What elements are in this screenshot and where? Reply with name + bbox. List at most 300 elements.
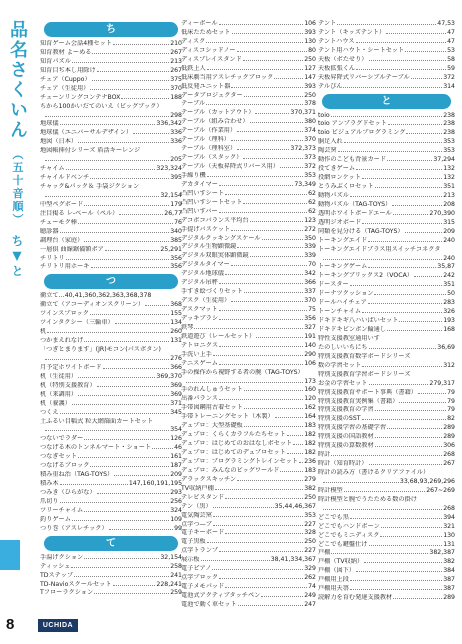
dot-leader bbox=[375, 406, 446, 411]
index-entry bbox=[181, 208, 316, 217]
index-entry bbox=[40, 337, 182, 346]
entry-name: 手の操作から視野する者の腕（TAG-TOYS） bbox=[181, 368, 304, 376]
index-entry bbox=[181, 83, 316, 92]
index-entry bbox=[318, 576, 455, 585]
entry-pages: 79 bbox=[447, 388, 455, 396]
index-entry bbox=[181, 601, 316, 610]
index-entry bbox=[181, 351, 316, 360]
entry-pages: 289 bbox=[443, 433, 455, 441]
entry-name: TD-Navioスクールセット bbox=[40, 580, 112, 588]
dot-leader bbox=[109, 525, 173, 530]
entry-pages: 187 bbox=[170, 462, 182, 470]
dot-leader bbox=[97, 489, 170, 494]
entry-pages: 353 bbox=[443, 147, 455, 155]
index-entry bbox=[181, 109, 316, 118]
dot-leader bbox=[244, 288, 303, 293]
entry-pages: 270,390 bbox=[429, 209, 455, 217]
entry-name: 展示板 bbox=[181, 556, 200, 564]
entry-name: 出番パランス bbox=[181, 395, 218, 403]
index-entry bbox=[318, 487, 455, 496]
entry-name: トーキングエイドプラス用スイッチコネクタ bbox=[318, 245, 441, 253]
index-entry bbox=[181, 404, 316, 413]
entry-pages: 162 bbox=[304, 404, 316, 412]
entry-pages: 258 bbox=[170, 562, 182, 570]
entry-pages: 366 bbox=[304, 279, 316, 287]
entry-name: テニスゲーム bbox=[181, 359, 218, 367]
entry-pages: 256 bbox=[170, 497, 182, 505]
dot-leader bbox=[60, 409, 170, 414]
entry-pages: 368 bbox=[170, 301, 182, 309]
dot-leader bbox=[387, 326, 442, 331]
entry-name: テルぴん bbox=[318, 82, 343, 90]
index-entry bbox=[181, 154, 316, 163]
dot-leader bbox=[97, 67, 170, 72]
entry-name: 注目掲る レ-ベール（ペル） bbox=[40, 209, 119, 217]
entry-pages: 26,77 bbox=[164, 209, 182, 217]
entry-name: 知育パズル bbox=[40, 57, 71, 65]
entry-pages: 353 bbox=[443, 138, 455, 146]
entry-name: 地球儀 bbox=[40, 120, 59, 128]
index-entry bbox=[181, 556, 316, 565]
entry-name: toio ビジュアルプログラミング bbox=[318, 129, 406, 137]
entry-pages: 289 bbox=[443, 424, 455, 432]
index-entry bbox=[40, 346, 182, 355]
dot-leader bbox=[244, 404, 303, 409]
dot-leader bbox=[90, 85, 169, 90]
index-entry bbox=[181, 449, 316, 458]
dot-leader bbox=[225, 270, 303, 275]
index-entry bbox=[40, 444, 182, 453]
dot-leader bbox=[323, 505, 442, 510]
entry-pages: 242 bbox=[443, 272, 455, 280]
index-entry bbox=[181, 360, 316, 369]
entry-name: チリトリ bbox=[40, 254, 65, 262]
index-entry bbox=[40, 165, 182, 174]
dot-leader bbox=[244, 422, 303, 427]
index-entry bbox=[318, 290, 455, 299]
index-entry bbox=[318, 335, 455, 344]
entry-pages: 210 bbox=[170, 40, 182, 47]
dot-leader bbox=[231, 297, 303, 302]
entry-pages: 70 bbox=[308, 261, 316, 269]
dot-leader bbox=[232, 29, 304, 34]
index-entry bbox=[318, 585, 455, 594]
entry-name: とうみぶくロセット bbox=[318, 183, 374, 190]
dot-leader bbox=[78, 391, 169, 396]
entry-pages: 370 bbox=[304, 297, 316, 305]
index-entry bbox=[40, 310, 182, 319]
entry-name: どこでも黒 bbox=[318, 513, 349, 521]
index-entry bbox=[318, 541, 455, 550]
entry-pages: 236 bbox=[304, 457, 316, 465]
index-title-range: ち▼と bbox=[10, 234, 24, 279]
dot-leader bbox=[78, 373, 155, 378]
entry-name: ツインスプロック bbox=[40, 310, 89, 318]
dot-leader bbox=[362, 415, 447, 420]
section-tab-marker bbox=[0, 540, 20, 570]
entry-pages: 339 bbox=[304, 243, 316, 251]
entry-name: 時計 bbox=[318, 451, 331, 459]
entry-pages: 336 bbox=[170, 129, 182, 137]
dot-leader bbox=[45, 355, 169, 360]
index-entry bbox=[318, 281, 455, 290]
index-entry bbox=[40, 418, 182, 427]
entry-pages: 312 bbox=[443, 361, 455, 369]
dot-leader bbox=[219, 342, 303, 347]
index-entry bbox=[40, 453, 182, 462]
index-entry bbox=[318, 263, 455, 272]
entry-pages: 182 bbox=[304, 431, 316, 439]
dot-leader bbox=[237, 127, 303, 132]
index-entry bbox=[181, 29, 316, 38]
entry-pages: 47 bbox=[447, 28, 455, 36]
entry-pages: 99 bbox=[174, 524, 182, 532]
dot-leader bbox=[105, 246, 160, 251]
dot-leader bbox=[115, 319, 169, 324]
entry-pages: 289 bbox=[443, 594, 455, 602]
dot-leader bbox=[94, 589, 169, 594]
dot-leader bbox=[369, 380, 429, 385]
entry-name: 透明ジオボード bbox=[318, 218, 362, 226]
entry-name: ドキドキビンボン輪通し bbox=[318, 326, 387, 333]
index-entry bbox=[318, 299, 455, 308]
entry-pages: 382 bbox=[304, 484, 316, 492]
dot-leader bbox=[206, 100, 303, 105]
index-entry bbox=[40, 174, 182, 183]
entry-name: テーブル（理科） bbox=[181, 136, 230, 144]
entry-name: チェア（生徒用） bbox=[40, 84, 90, 92]
entry-pages: 160 bbox=[304, 386, 316, 394]
dot-leader bbox=[244, 92, 304, 97]
entry-name: デジタル生物顕微鏡 bbox=[181, 243, 237, 251]
dot-leader bbox=[213, 351, 303, 356]
dot-leader bbox=[186, 378, 303, 383]
dot-leader bbox=[219, 547, 303, 552]
entry-name: つないでラダー bbox=[40, 435, 84, 443]
dot-leader bbox=[213, 503, 274, 508]
dot-leader bbox=[45, 156, 169, 161]
entry-name: 月予定ホワイトボード bbox=[40, 363, 102, 371]
entry-pages: 250 bbox=[304, 55, 316, 63]
entry-name: ディスプレイスタンド bbox=[181, 55, 242, 63]
index-entry bbox=[318, 549, 455, 558]
index-entry bbox=[181, 494, 316, 503]
dot-leader bbox=[237, 476, 303, 481]
entry-pages: 370 bbox=[304, 136, 316, 144]
index-entry bbox=[40, 400, 182, 409]
entry-name: テント（キッズテント） bbox=[318, 28, 386, 36]
uchida-logo: UCHIDA bbox=[38, 619, 78, 632]
index-entry bbox=[40, 94, 182, 103]
entry-pages: 120 bbox=[304, 395, 316, 403]
index-title-sub: （五十音順） bbox=[11, 148, 24, 227]
dot-leader bbox=[84, 201, 169, 206]
dot-leader bbox=[92, 49, 169, 54]
entry-pages: 385 bbox=[170, 236, 182, 244]
entry-name: テーブル（スタック） bbox=[181, 154, 243, 162]
dot-leader bbox=[323, 255, 442, 260]
entry-pages: 393 bbox=[304, 82, 316, 90]
dot-leader bbox=[406, 129, 442, 134]
index-entry bbox=[40, 156, 182, 165]
entry-name: 机（養護） bbox=[40, 399, 71, 407]
index-entry bbox=[181, 512, 316, 521]
dot-leader bbox=[119, 210, 163, 215]
entry-name: テーブル（カットアウト） bbox=[181, 109, 255, 117]
index-entry bbox=[318, 65, 455, 74]
entry-name: 手繰り機 bbox=[181, 171, 206, 179]
dot-leader bbox=[219, 574, 303, 579]
index-entry bbox=[181, 476, 316, 485]
dot-leader bbox=[350, 514, 442, 519]
entry-name: データブロジェクター bbox=[181, 91, 243, 99]
index-entry bbox=[181, 306, 316, 315]
dot-leader bbox=[84, 237, 169, 242]
entry-name: 同類を見分ける（TAG-TOYS） bbox=[318, 227, 404, 235]
index-entry bbox=[181, 56, 316, 65]
index-entry bbox=[181, 574, 316, 583]
index-entry bbox=[181, 100, 316, 109]
index-entry bbox=[318, 255, 455, 264]
dot-leader bbox=[388, 120, 442, 125]
entry-name: デコボコバランス平均台 bbox=[181, 216, 249, 224]
dot-leader bbox=[66, 255, 169, 260]
entry-name: 鉄琴 bbox=[181, 323, 194, 331]
entry-pages: 164 bbox=[304, 413, 316, 421]
index-entry bbox=[181, 422, 316, 431]
dot-leader bbox=[250, 217, 304, 222]
dot-leader bbox=[219, 306, 307, 311]
dot-leader bbox=[201, 556, 270, 561]
dot-leader bbox=[374, 290, 446, 295]
index-entry bbox=[40, 201, 182, 210]
entry-name: デュプロ：くらくカラフルたちセット bbox=[181, 431, 286, 439]
entry-name: テーブル（作業用） bbox=[181, 127, 237, 135]
dot-leader bbox=[250, 118, 304, 123]
entry-name: デジタル双眼実体顕微鏡 bbox=[181, 252, 249, 260]
entry-name: 地球儀（ユニバーサルデザイン） bbox=[40, 129, 133, 137]
index-entry bbox=[181, 342, 316, 351]
entry-pages: 382 bbox=[443, 558, 455, 566]
entry-name: テレビスタンド bbox=[181, 493, 225, 501]
index-entry bbox=[318, 112, 455, 121]
entry-name: ドースター bbox=[318, 281, 349, 289]
index-entry bbox=[181, 136, 316, 145]
dot-leader bbox=[369, 541, 443, 546]
entry-name: 戸棚（TV収納） bbox=[318, 558, 364, 566]
entry-name: 低床たためセット bbox=[181, 28, 231, 36]
entry-pages: 356 bbox=[170, 263, 182, 271]
dot-leader bbox=[237, 47, 308, 52]
dot-leader bbox=[194, 324, 303, 329]
index-entry bbox=[318, 451, 455, 460]
entry-pages: 238 bbox=[443, 129, 455, 137]
entry-pages: 351 bbox=[443, 281, 455, 289]
entry-pages: 132 bbox=[443, 165, 455, 173]
dot-leader bbox=[207, 538, 303, 543]
entry-pages: 58 bbox=[447, 55, 455, 63]
entry-name: 「つぎとまります」(JR)モコン(パスボタン) bbox=[40, 346, 161, 353]
entry-name: 手提げバスケット bbox=[181, 225, 231, 233]
entry-pages: 247 bbox=[304, 600, 316, 608]
entry-pages: 130 bbox=[443, 531, 455, 539]
entry-name: チリトリ用ホーキ bbox=[40, 263, 90, 271]
entry-pages: 279 bbox=[304, 475, 316, 483]
dot-leader bbox=[368, 299, 442, 304]
entry-pages: 32,154 bbox=[160, 191, 182, 199]
entry-name: 特別支援教育数字ボードシリーズ bbox=[318, 352, 411, 360]
dot-leader bbox=[350, 585, 442, 590]
index-entry bbox=[181, 583, 316, 592]
entry-pages: 250 bbox=[304, 493, 316, 501]
entry-pages: 283 bbox=[443, 299, 455, 307]
entry-name: 時計模型 bbox=[318, 486, 343, 494]
entry-name: どこでもミニディスク bbox=[318, 531, 380, 539]
entry-pages: 336,342 bbox=[156, 120, 182, 128]
index-entry bbox=[318, 74, 455, 83]
entry-pages: 387 bbox=[443, 576, 455, 584]
index-entry bbox=[40, 355, 182, 364]
entry-name: トーキングゲーム bbox=[318, 263, 368, 271]
index-sidebar bbox=[0, 0, 34, 610]
index-entry bbox=[181, 547, 316, 556]
dot-leader bbox=[338, 147, 443, 152]
index-entry bbox=[318, 362, 455, 371]
entry-name: デカタイマー bbox=[181, 180, 218, 188]
dot-leader bbox=[387, 156, 432, 161]
dot-leader bbox=[97, 382, 170, 387]
index-entry bbox=[181, 47, 316, 56]
index-entry bbox=[40, 147, 182, 156]
dot-leader bbox=[103, 364, 169, 369]
entry-pages: 327 bbox=[304, 323, 316, 331]
entry-pages: 35,44,46,367 bbox=[274, 502, 316, 510]
entry-pages: 378 bbox=[304, 100, 316, 108]
entry-pages: 228,241 bbox=[156, 580, 182, 588]
entry-name: 時計模型と腕でうたためる数の掛け bbox=[318, 495, 417, 503]
entry-name: 時計（知育時計） bbox=[318, 460, 368, 468]
dot-leader bbox=[356, 65, 446, 70]
entry-pages: 356 bbox=[304, 314, 316, 322]
index-entry bbox=[40, 263, 182, 272]
entry-name: 電子メモパッド bbox=[181, 583, 225, 591]
index-entry bbox=[40, 563, 182, 572]
entry-pages: 80 bbox=[308, 46, 316, 54]
dot-leader bbox=[418, 389, 446, 394]
entry-name: 手洗い上手 bbox=[181, 350, 212, 358]
index-entry bbox=[318, 47, 455, 56]
index-entry bbox=[318, 317, 455, 326]
index-entry bbox=[40, 373, 182, 382]
index-entry bbox=[318, 129, 455, 138]
index-entry bbox=[181, 181, 316, 190]
dot-leader bbox=[219, 360, 303, 365]
entry-name: デスクマット bbox=[181, 306, 218, 313]
entry-name: デュプロ：大型基礎板 bbox=[181, 422, 243, 430]
entry-pages: 372 bbox=[443, 73, 455, 81]
entry-pages: 276 bbox=[170, 354, 182, 362]
dot-leader bbox=[369, 460, 443, 465]
index-entry bbox=[181, 261, 316, 270]
entry-pages: 132 bbox=[443, 174, 455, 182]
dot-leader bbox=[414, 272, 442, 277]
entry-pages: 384 bbox=[443, 567, 455, 575]
dot-leader bbox=[72, 400, 169, 405]
index-entry bbox=[40, 382, 182, 391]
entry-name: デジタル吊秤 bbox=[181, 279, 218, 287]
entry-pages: 62 bbox=[308, 207, 316, 215]
index-entry bbox=[318, 147, 455, 156]
entry-name: テーブル（天板昇降式リバース用） bbox=[181, 163, 279, 170]
index-entry bbox=[40, 480, 182, 489]
entry-name: デュプロ：みんなのビッグワールド bbox=[181, 466, 280, 474]
entry-name: 投てきゲーム bbox=[318, 165, 356, 173]
dot-leader bbox=[343, 83, 442, 88]
dot-leader bbox=[337, 20, 436, 25]
entry-name: 電気陶芸窯 bbox=[181, 511, 212, 519]
entry-pages: 306 bbox=[443, 442, 455, 450]
dot-leader bbox=[381, 523, 442, 528]
index-entry bbox=[318, 183, 455, 192]
index-entry bbox=[181, 369, 316, 378]
index-entry bbox=[318, 120, 455, 129]
dot-leader bbox=[66, 165, 156, 170]
index-entry bbox=[181, 252, 316, 261]
dot-leader bbox=[231, 136, 303, 141]
entry-pages: 161 bbox=[170, 453, 182, 461]
index-entry bbox=[318, 56, 455, 65]
entry-name: ドーナツクッション bbox=[318, 290, 374, 298]
entry-pages: 342 bbox=[304, 270, 316, 278]
index-entry bbox=[40, 301, 182, 310]
index-title-main: 品名さくいん bbox=[7, 20, 28, 140]
entry-name: つなげる木のトンネルマート・ショート bbox=[40, 444, 152, 452]
index-entry bbox=[181, 413, 316, 422]
dot-leader bbox=[72, 516, 169, 521]
entry-name: 低反発ユニット器 bbox=[181, 82, 231, 90]
entry-name: 陶芸窯 bbox=[318, 147, 337, 155]
entry-pages: 324 bbox=[170, 506, 182, 514]
dot-leader bbox=[375, 433, 443, 438]
dot-leader bbox=[369, 56, 447, 61]
entry-name: toio bbox=[318, 111, 330, 119]
dot-leader bbox=[114, 471, 169, 476]
entry-pages: 350 bbox=[304, 234, 316, 242]
index-entry bbox=[318, 20, 455, 29]
entry-name: つくえ bbox=[40, 408, 59, 416]
dot-leader bbox=[225, 190, 307, 195]
index-entry bbox=[181, 395, 316, 404]
entry-name: TV収納戸棚 bbox=[181, 484, 214, 492]
entry-pages: 126 bbox=[170, 435, 182, 443]
entry-name: ドールハイチェア bbox=[318, 299, 367, 307]
dot-leader bbox=[405, 47, 446, 52]
entry-pages: 369 bbox=[170, 381, 182, 389]
index-entry bbox=[181, 297, 316, 306]
entry-pages: 74 bbox=[308, 583, 316, 591]
index-entry bbox=[181, 440, 316, 449]
entry-name: 机（来調用） bbox=[40, 390, 78, 398]
entry-pages: 326 bbox=[443, 308, 455, 316]
entry-pages: 131 bbox=[443, 540, 455, 548]
dot-leader bbox=[213, 512, 303, 517]
dot-leader bbox=[356, 567, 442, 572]
entry-pages: 250 bbox=[304, 91, 316, 99]
entry-name: 特別支援教育学習ボードシリーズ bbox=[318, 370, 411, 378]
entry-pages: 182 bbox=[304, 449, 316, 456]
entry-pages: 375 bbox=[170, 75, 182, 83]
dot-leader bbox=[92, 76, 170, 81]
